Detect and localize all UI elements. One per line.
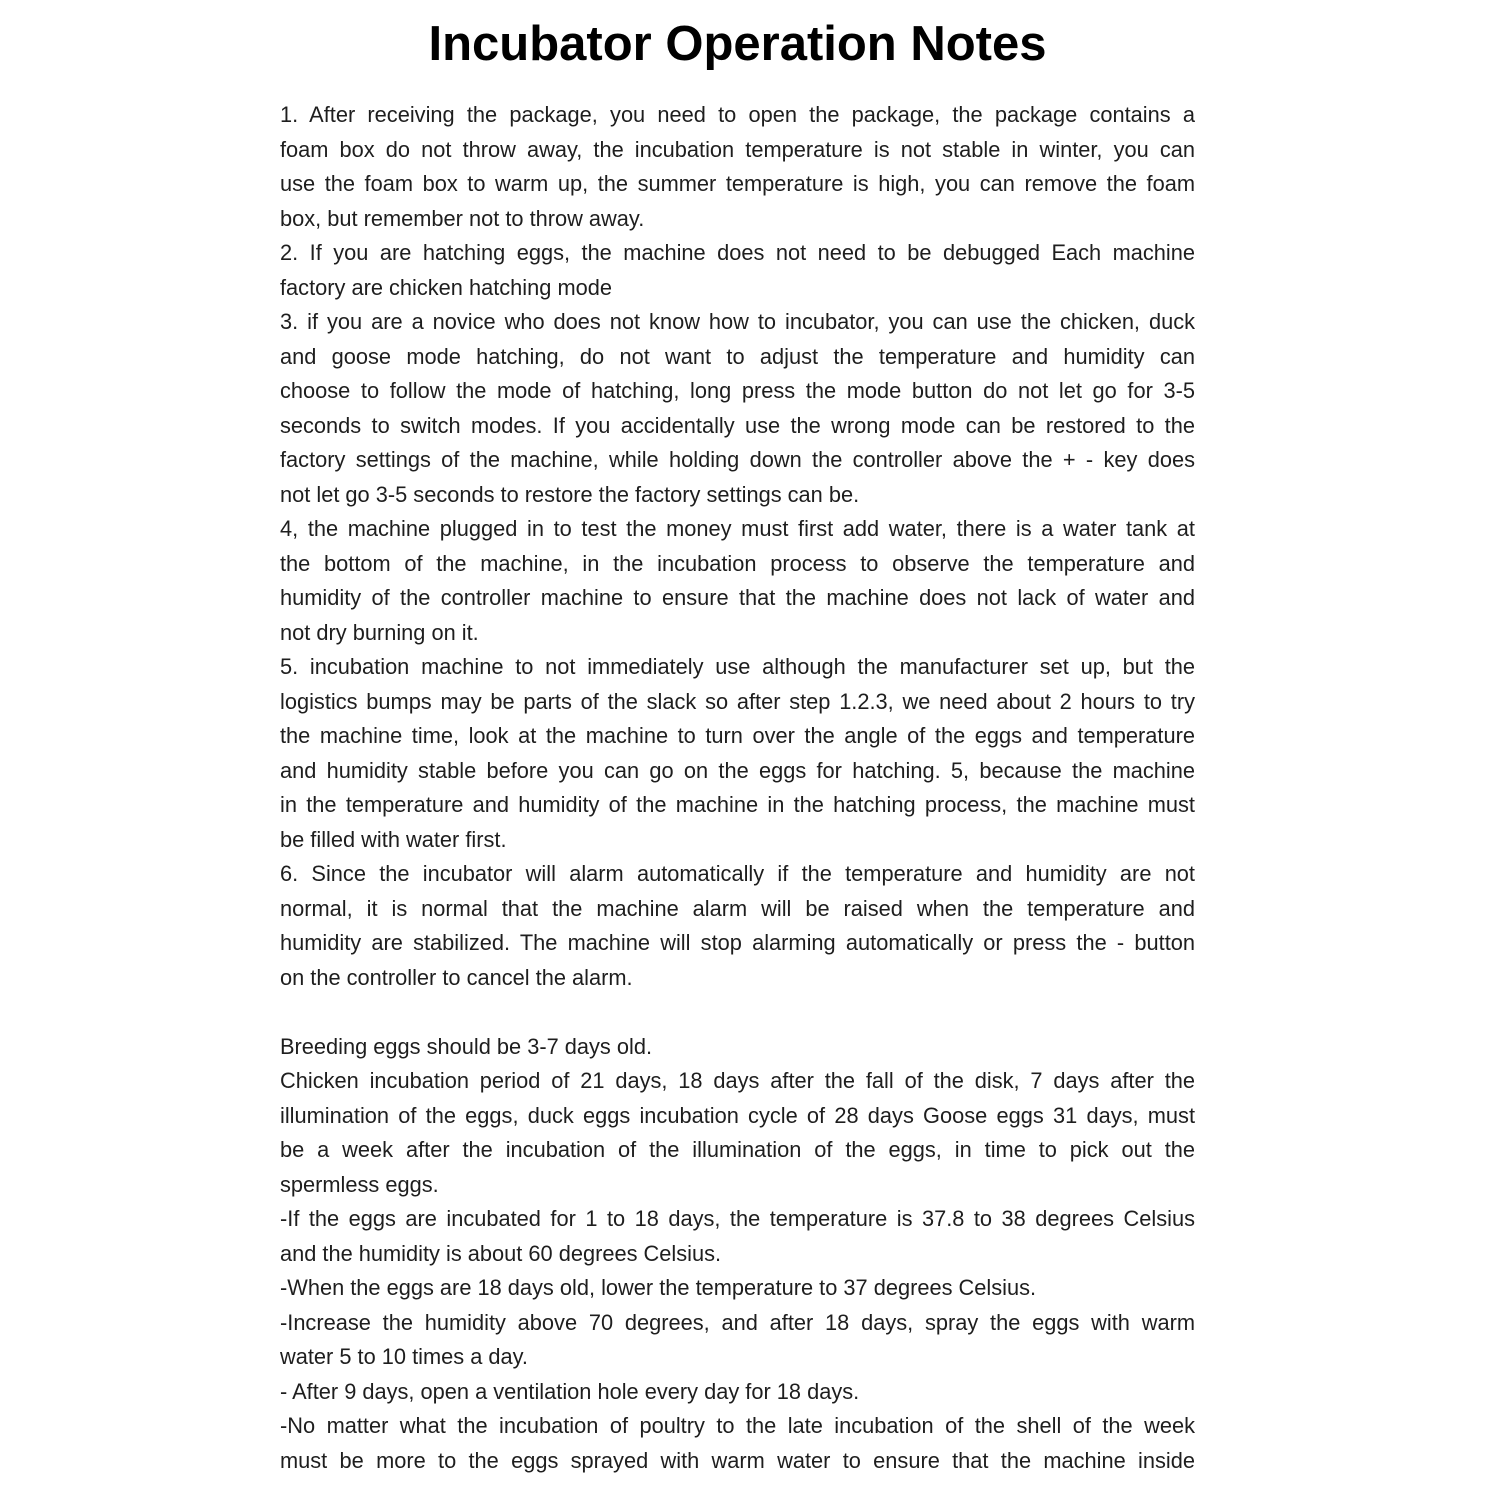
paragraph	[280, 995, 1195, 1030]
text-line: Chicken incubation period of 21 days, 18 days after the fall of the disk, 7 days after the	[280, 1068, 1195, 1093]
paragraph	[280, 650, 1195, 857]
text-line: and goose mode hatching, do not want to adjust the temperature and humidity can	[280, 343, 1195, 369]
paragraph	[280, 98, 1195, 236]
paragraph	[280, 236, 1195, 305]
text-line: normal, it is normal that the machine alarm will be raised when the temperature and	[280, 895, 1195, 921]
text-line: -If the eggs are incubated for 1 to 18 days, the temperature is 37.8 to 38 degrees Celsius	[280, 1206, 1195, 1231]
text-line: and humidity stable before you can go on the eggs for hatching. 5, because the machine	[280, 757, 1195, 783]
text-line: humidity are stabilized. The machine will stop alarming automatically or press the - button	[280, 930, 1195, 955]
paragraph	[280, 1271, 1195, 1306]
text-line: the machine time, look at the machine to turn over the angle of the eggs and temperature	[280, 723, 1195, 748]
text-line: use the foam box to warm up, the summer temperature is high, you can remove the foam	[280, 171, 1195, 196]
paragraph	[280, 1030, 1195, 1065]
text-line: Breeding eggs should be 3-7 days old.	[280, 1033, 653, 1059]
text-line: 2. If you are hatching eggs, the machine does not need to be debugged Each machine	[280, 240, 1195, 265]
text-line: logistics bumps may be parts of the slack so after step 1.2.3, we need about 2 hours to try	[280, 688, 1195, 714]
paragraph	[280, 1409, 1195, 1478]
text-line: choose to follow the mode of hatching, long press the mode button do not let go for 3-5	[280, 378, 1195, 403]
text-line: be filled with water first.	[280, 826, 507, 852]
paragraph	[280, 1306, 1195, 1375]
text-line: foam box do not throw away, the incubation temperature is not stable in winter, you can	[280, 136, 1195, 162]
text-line: - After 9 days, open a ventilation hole every day for 18 days.	[280, 1378, 860, 1404]
paragraph	[280, 1375, 1195, 1410]
text-line: 6. Since the incubator will alarm automatically if the temperature and humidity are not	[280, 861, 1195, 886]
text-line: on the controller to cancel the alarm.	[280, 964, 633, 990]
text-line: in the temperature and humidity of the machine in the hatching process, the machine must	[280, 792, 1195, 817]
text-line: must be more to the eggs sprayed with warm water to ensure that the machine inside	[280, 1447, 1195, 1473]
text-line	[280, 995, 1195, 1030]
text-line: -Increase the humidity above 70 degrees, and after 18 days, spray the eggs with warm	[280, 1309, 1195, 1335]
text-line: 4, the machine plugged in to test the money must first add water, there is a water tank at	[280, 516, 1195, 541]
paragraph	[280, 1202, 1195, 1271]
text-line: be a week after the incubation of the illumination of the eggs, in time to pick out the	[280, 1137, 1195, 1162]
document-body	[280, 98, 1195, 1478]
page-title: Incubator Operation Notes	[428, 17, 1047, 71]
text-line: 1. After receiving the package, you need to open the package, the package contains a	[280, 102, 1195, 127]
text-line: seconds to switch modes. If you accidentally use the wrong mode can be restored to the	[280, 412, 1195, 438]
text-line: not dry burning on it.	[280, 619, 479, 645]
text-line: water 5 to 10 times a day.	[280, 1344, 528, 1369]
text-line: the bottom of the machine, in the incubation process to observe the temperature and	[280, 550, 1195, 576]
text-line: factory are chicken hatching mode	[280, 274, 612, 300]
paragraph	[280, 1064, 1195, 1202]
text-line: -When the eggs are 18 days old, lower the temperature to 37 degrees Celsius.	[280, 1275, 1037, 1300]
paragraph	[280, 857, 1195, 995]
paragraph	[280, 512, 1195, 650]
text-line: and the humidity is about 60 degrees Celsius.	[280, 1240, 722, 1266]
text-line: illumination of the eggs, duck eggs incubation cycle of 28 days Goose eggs 31 days, must	[280, 1102, 1195, 1128]
text-line: factory settings of the machine, while holding down the controller above the + - key does	[280, 447, 1195, 472]
text-line: 3. if you are a novice who does not know how to incubator, you can use the chicken, duck	[280, 309, 1195, 334]
text-line: spermless eggs.	[280, 1171, 439, 1197]
text-line: -No matter what the incubation of poultry to the late incubation of the shell of the week	[280, 1413, 1195, 1438]
text-line: 5. incubation machine to not immediately use although the manufacturer set up, but the	[280, 654, 1195, 679]
paragraph	[280, 305, 1195, 512]
text-line: not let go 3-5 seconds to restore the factory settings can be.	[280, 481, 860, 507]
text-line: humidity of the controller machine to ensure that the machine does not lack of water and	[280, 585, 1195, 610]
text-line: box, but remember not to throw away.	[280, 205, 645, 231]
